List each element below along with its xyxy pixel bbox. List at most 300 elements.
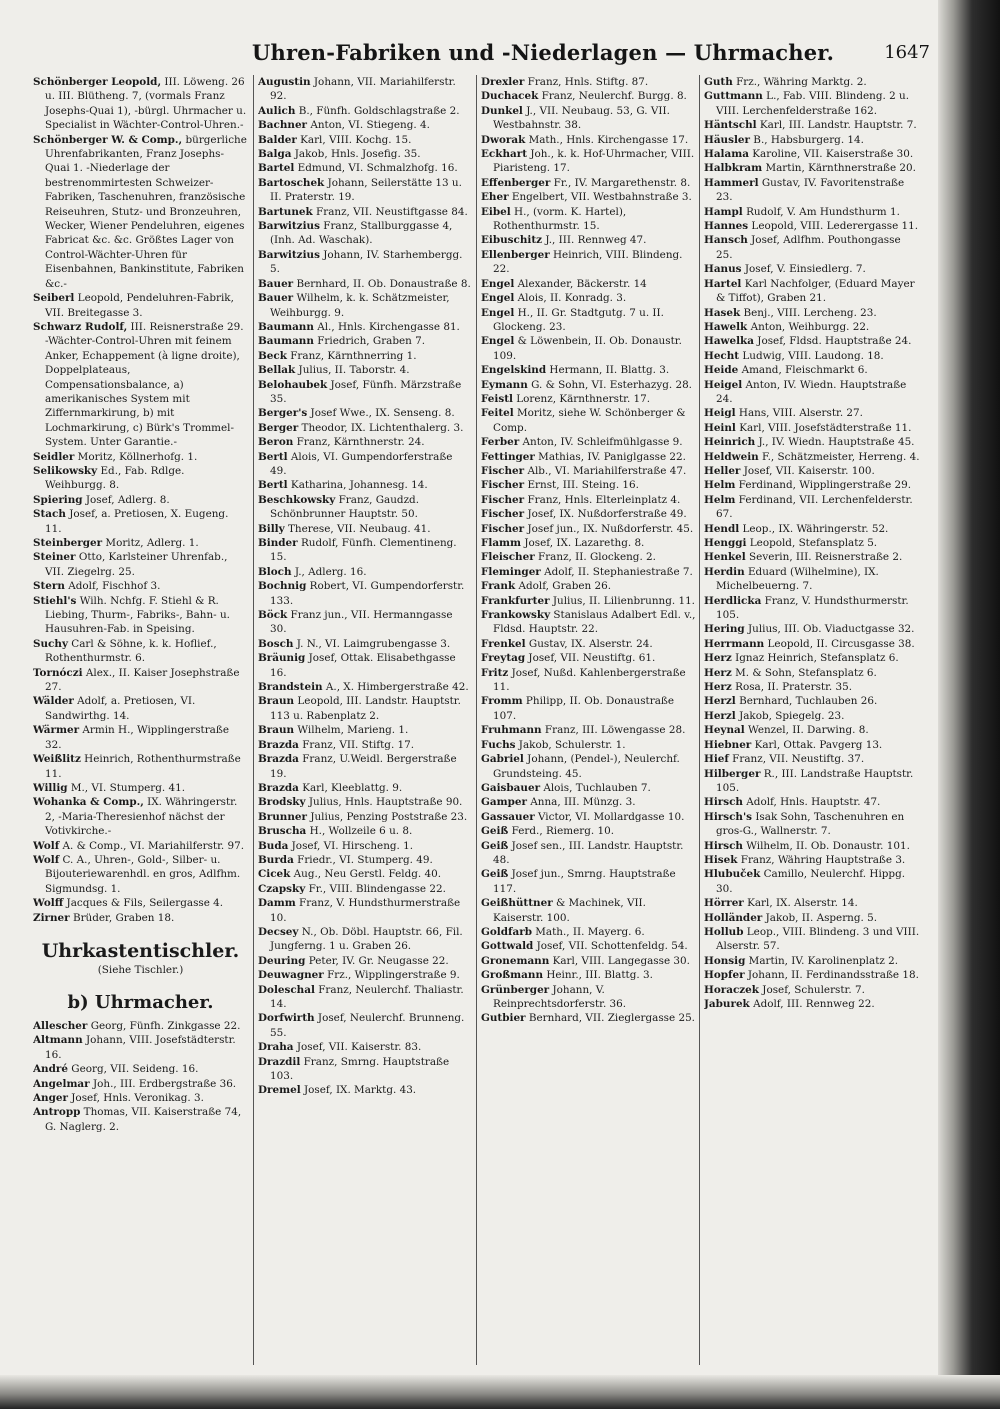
entry-details: Theodor, IX. Lichtenthalerg. 3. xyxy=(298,421,464,434)
entry-name: Zirner xyxy=(33,911,70,924)
entry-name: Burda xyxy=(258,853,294,866)
entry-name: Seidler xyxy=(33,450,75,463)
entry-name: Feitel xyxy=(481,407,514,420)
directory-entry xyxy=(481,810,696,824)
directory-entry xyxy=(258,320,472,334)
entry-name: Augustin xyxy=(258,76,311,88)
directory-entry xyxy=(704,406,920,420)
entry-details: Julius, Hnls. Hauptstraße 90. xyxy=(305,796,463,809)
entry-details: Alois, II. Konradg. 3. xyxy=(514,292,627,305)
entry-details: Robert, VI. Gumpendorferstr. 133. xyxy=(270,580,465,607)
directory-entry xyxy=(258,1055,472,1084)
entry-details: Ludwig, VIII. Laudong. 18. xyxy=(739,349,884,362)
entry-name: Gamper xyxy=(481,796,527,809)
directory-entry xyxy=(258,176,472,205)
directory-entry xyxy=(704,896,920,910)
entry-details: Josef, VII. Kaiserstr. 100. xyxy=(740,464,875,477)
directory-entry xyxy=(704,176,920,205)
directory-entry xyxy=(481,493,696,507)
entry-name: Schwarz Rudolf, xyxy=(33,320,128,333)
entry-details: Franz, VII. Neustiftg. 37. xyxy=(728,753,865,766)
entry-details: Fr., IV. Margarethenstr. 8. xyxy=(550,176,691,189)
entry-name: Stiehl's xyxy=(33,594,77,607)
entry-details: A. & Comp., VI. Mariahilferstr. 97. xyxy=(59,839,245,852)
entry-name: Horaczek xyxy=(704,983,759,996)
directory-entry xyxy=(258,378,472,407)
directory-entry xyxy=(481,435,696,449)
entry-details: Isak Sohn, Taschenuhren en gros-G., Wallnerstr. 7. xyxy=(716,810,905,838)
directory-entry xyxy=(33,493,248,507)
directory-entry xyxy=(704,983,920,997)
directory-entry xyxy=(481,522,696,536)
entry-details: B., Habsburgerg. 14. xyxy=(750,133,864,146)
entry-name: Hartel xyxy=(704,277,742,290)
entry-details: Josef, Adlerg. 8. xyxy=(82,493,170,506)
entry-details: Fr., VIII. Blindengasse 22. xyxy=(305,882,446,895)
entry-name: Heller xyxy=(704,464,741,477)
directory-entry xyxy=(704,738,920,752)
entry-details: Gustav, IV. Favoritenstraße 23. xyxy=(716,176,905,204)
entry-name: Fromm xyxy=(481,695,523,708)
entry-name: Billy xyxy=(258,522,285,535)
entry-details: Karl, IX. Alserstr. 14. xyxy=(743,897,858,910)
entry-name: Fischer xyxy=(481,508,525,521)
entry-details: Wenzel, II. Darwing. 8. xyxy=(744,724,869,737)
entry-details: III. Löweng. 26 u. III. Blütheng. 7, (vormals Franz Josephs-Quai 1), -bürgl. Uhrmacher u. Specialist in Wächter-Control-Uhren.- xyxy=(45,76,247,132)
entry-details: Leop., VIII. Blindeng. 3 und VIII. Alserstr. 57. xyxy=(716,925,920,953)
entry-name: Hansch xyxy=(704,234,748,247)
entry-name: Bräunig xyxy=(258,652,306,665)
entry-details: Anton, IV. Wiedn. Hauptstraße 24. xyxy=(716,378,907,405)
directory-entry xyxy=(704,133,920,147)
entry-details: Armin H., Wipplingerstraße 32. xyxy=(45,724,229,751)
entry-details: Josef, Fünfh. Märzstraße 35. xyxy=(270,378,462,405)
directory-entry xyxy=(704,450,920,464)
entry-details: Alois, Tuchlauben 7. xyxy=(540,781,651,794)
entry-name: Wälder xyxy=(33,695,74,708)
entry-details: Gustav, IX. Alserstr. 24. xyxy=(525,637,653,650)
directory-entry xyxy=(33,666,248,695)
directory-entry xyxy=(481,723,696,737)
entry-details: Mathias, IV. Paniglgasse 22. xyxy=(534,450,686,463)
entry-details: Anton, VI. Stiegeng. 4. xyxy=(307,119,430,132)
directory-entry xyxy=(258,536,472,565)
directory-entry xyxy=(704,968,920,982)
entry-details: Martin, Kärnthnerstraße 20. xyxy=(762,162,916,175)
directory-entry xyxy=(258,867,472,881)
directory-entry xyxy=(481,277,696,291)
directory-entry xyxy=(481,925,696,939)
entry-name: Beschkowsky xyxy=(258,493,336,506)
entry-name: Dworak xyxy=(481,133,526,146)
directory-entry xyxy=(258,450,472,479)
entry-name: Herz xyxy=(704,652,732,665)
entry-details: H., (vorm. K. Hartel), Rothenthurmstr. 15. xyxy=(493,205,627,233)
directory-entry xyxy=(33,550,248,579)
directory-entry xyxy=(258,75,472,104)
directory-entry xyxy=(481,565,696,579)
entry-details: Franz, III. Löwengasse 28. xyxy=(541,724,686,737)
entry-name: Eher xyxy=(481,191,509,204)
entry-details: Jacques & Fils, Seilergasse 4. xyxy=(63,897,224,910)
directory-entry xyxy=(33,579,248,593)
entry-details: Ferdinand, VII. Lerchenfelderstr. 67. xyxy=(716,493,913,521)
entry-details: N., Ob. Döbl. Hauptstr. 66, Fil. Jungferng. 1 u. Graben 26. xyxy=(270,925,463,953)
entry-details: Amand, Fleischmarkt 6. xyxy=(738,364,868,377)
entry-details: G. & Sohn, VI. Esterhazyg. 28. xyxy=(527,378,692,391)
entry-name: Hammerl xyxy=(704,176,759,189)
entry-name: Berger xyxy=(258,421,299,434)
entry-details: Jakob, Schulerstr. 1. xyxy=(515,738,626,751)
entry-details: J. N., VI. Laimgrubengasse 3. xyxy=(293,637,451,650)
entry-details: IX. Währingerstr. 2, -Maria-Theresienhof nächst der Votivkirche.- xyxy=(45,796,238,838)
directory-entry xyxy=(33,507,248,536)
directory-entry xyxy=(704,262,920,276)
entry-name: Fleischer xyxy=(481,551,535,564)
entry-details: Josef, VII. Schottenfeldg. 54. xyxy=(533,940,688,953)
entry-details: Johann, VII. Mariahilferstr. 92. xyxy=(270,76,456,103)
entry-name: Cicek xyxy=(258,868,291,881)
entry-name: Engel xyxy=(481,292,515,305)
directory-entry xyxy=(258,896,472,925)
entry-name: Geiß xyxy=(481,868,509,881)
entry-name: Effenberger xyxy=(481,176,551,189)
entry-name: Drazdil xyxy=(258,1055,301,1068)
entry-details: Josef, Adlfhm. Pouthongasse 25. xyxy=(716,234,901,261)
entry-name: Hollub xyxy=(704,925,744,938)
directory-entry xyxy=(33,536,248,550)
directory-entry xyxy=(258,738,472,752)
entry-name: Hilberger xyxy=(704,767,761,780)
entry-name: Engel xyxy=(481,277,515,290)
entry-name: Schönberger Leopold, xyxy=(33,76,162,88)
directory-entry xyxy=(481,694,696,723)
entry-details: Leopold, VIII. Lederergasse 11. xyxy=(748,220,919,233)
entry-details: Karl, III. Landstr. Hauptstr. 7. xyxy=(756,119,917,132)
scan-edge-shadow xyxy=(938,0,1000,1409)
entry-name: Bertl xyxy=(258,450,288,463)
entry-name: Steinberger xyxy=(33,537,103,549)
entry-details: Brüder, Graben 18. xyxy=(69,911,175,924)
entry-details: III. Reisnerstraße 29. -Wächter-Control-Uhren mit feinem Anker, Echappement (à ligne droite), Doppelplateaus, Compensationsbalance, a) amerikanisches System mit Ziffernmarkirung, b) mit Lochmarkirung, c) Bürk's Trommel-System. Unter Garantie.- xyxy=(45,320,244,449)
entry-details: Leop., IX. Währingerstr. 52. xyxy=(739,522,889,535)
entry-details: Josef jun., Smrng. Hauptstraße 117. xyxy=(493,868,676,895)
entry-details: Franz, VII. Stiftg. 17. xyxy=(298,738,415,751)
directory-entry xyxy=(33,853,248,896)
entry-details: Josef, VII. Neustiftg. 61. xyxy=(525,652,656,665)
entry-details: Ferd., Riemerg. 10. xyxy=(508,825,614,838)
entry-details: Heinrich, Rothenthurmstraße 11. xyxy=(45,753,241,780)
entry-details: Friedr., VI. Stumperg. 49. xyxy=(293,853,433,866)
entry-details: Heinr., III. Blattg. 3. xyxy=(543,969,653,982)
directory-entry xyxy=(33,1033,248,1062)
directory-entry xyxy=(704,680,920,694)
entry-details: Josef, VII. Kaiserstr. 83. xyxy=(293,1041,422,1054)
directory-entry xyxy=(704,147,920,161)
directory-entry xyxy=(258,853,472,867)
directory-entry xyxy=(481,205,696,234)
entry-details: Peter, IV. Gr. Neugasse 22. xyxy=(305,954,449,967)
entry-name: Beron xyxy=(258,436,294,449)
directory-entry xyxy=(481,608,696,637)
directory-entry xyxy=(33,291,248,320)
directory-entry xyxy=(33,911,248,925)
entry-name: Deuwagner xyxy=(258,969,324,982)
directory-entry xyxy=(481,824,696,838)
entry-name: Schönberger W. & Comp., xyxy=(33,133,183,146)
section-heading xyxy=(33,925,248,1015)
entry-details: Franz, Hnls. Stiftg. 87. xyxy=(524,76,649,88)
entry-name: Guttmann xyxy=(704,90,763,103)
entry-details: Leopold, III. Landstr. Hauptstr. 113 u. Rabenplatz 2. xyxy=(270,695,461,722)
entry-name: Hirsch xyxy=(704,796,743,809)
directory-entry xyxy=(704,666,920,680)
entry-name: Hampl xyxy=(704,205,743,218)
directory-entry xyxy=(704,349,920,363)
directory-entry xyxy=(704,89,920,118)
entry-details: Alois, VI. Gumpendorferstraße 49. xyxy=(270,450,453,477)
entry-name: Eibuschitz xyxy=(481,234,543,247)
entry-details: Adolf, Fischhof 3. xyxy=(64,580,161,593)
entry-details: Friedrich, Graben 7. xyxy=(313,335,426,348)
directory-entry xyxy=(33,450,248,464)
directory-entry xyxy=(258,349,472,363)
entry-name: Willig xyxy=(33,781,68,794)
entry-details: Adolf, a. Pretiosen, VI. Sandwirthg. 14. xyxy=(45,695,196,722)
entry-details: Jakob, Hnls. Josefig. 35. xyxy=(291,148,421,161)
entry-details: Josef, a. Pretiosen, X. Eugeng. 11. xyxy=(45,508,229,535)
entry-name: Damm xyxy=(258,897,296,910)
entry-name: Frank xyxy=(481,580,516,593)
entry-name: Allescher xyxy=(33,1019,88,1032)
directory-entry xyxy=(704,435,920,449)
directory-entry xyxy=(704,363,920,377)
entry-details: Julius, III. Ob. Viaductgasse 32. xyxy=(744,623,915,636)
entry-name: Gassauer xyxy=(481,810,535,823)
entry-details: Franz, V. Hundsthurmerstr. 105. xyxy=(716,594,909,622)
directory-entry xyxy=(258,522,472,536)
directory-entry xyxy=(258,161,472,175)
entry-details: Jakob, II. Asperng. 5. xyxy=(762,911,878,924)
entry-details: Otto, Karlsteiner Uhrenfab., VII. Ziegelrg. 25. xyxy=(45,551,228,578)
directory-entry xyxy=(704,839,920,853)
entry-details: Adolf, Hnls. Hauptstr. 47. xyxy=(742,796,881,809)
entry-name: Brazda xyxy=(258,738,299,751)
directory-entry xyxy=(481,752,696,781)
directory-entry xyxy=(258,810,472,824)
entry-details: Math., Hnls. Kirchengasse 17. xyxy=(525,133,689,146)
entry-name: Herz xyxy=(704,681,732,694)
entry-name: Hasek xyxy=(704,306,741,319)
entry-details: Josef, IX. Nußdorferstraße 49. xyxy=(524,508,687,521)
directory-entry xyxy=(704,233,920,262)
entry-name: Seiberl xyxy=(33,292,75,305)
entry-name: Eckhart xyxy=(481,148,528,161)
entry-details: Johann, V. Reinprechtsdorferstr. 36. xyxy=(493,983,627,1010)
directory-entry xyxy=(481,478,696,492)
entry-details: Karl, Ottak. Pavgerg 13. xyxy=(751,738,883,751)
entry-details: C. A., Uhren-, Gold-, Silber- u. Bijouteriewarenhdl. en gros, Adlfhm. Sigmundsg. 1. xyxy=(45,853,241,895)
entry-name: Dremel xyxy=(258,1084,301,1097)
directory-entry xyxy=(258,882,472,896)
entry-details: Adolf, Graben 26. xyxy=(515,580,612,593)
column-divider xyxy=(253,75,254,1365)
directory-entry xyxy=(704,694,920,708)
entry-details: Martin, IV. Karolinenplatz 2. xyxy=(745,954,899,967)
entry-details: Benj., VIII. Lercheng. 23. xyxy=(740,306,877,319)
entry-name: Brodsky xyxy=(258,796,306,809)
entry-name: Helm xyxy=(704,493,736,506)
entry-details: M., VI. Stumperg. 41. xyxy=(67,781,185,794)
directory-entry xyxy=(258,637,472,651)
entry-name: Wärmer xyxy=(33,724,80,737)
entry-details: Math., II. Mayerg. 6. xyxy=(531,925,645,938)
directory-entry xyxy=(704,651,920,665)
entry-name: Heinl xyxy=(704,421,736,434)
entry-details: Engelbert, VII. Westbahnstraße 3. xyxy=(508,191,692,204)
directory-entry xyxy=(481,896,696,925)
entry-name: Balga xyxy=(258,148,292,161)
section-note: (Siehe Tischler.) xyxy=(97,963,184,976)
directory-entry xyxy=(481,781,696,795)
entry-name: Aulich xyxy=(258,104,296,117)
entry-details: Aug., Neu Gerstl. Feldg. 40. xyxy=(290,868,442,881)
directory-entry xyxy=(258,968,472,982)
page-title: Uhren-Fabriken und -Niederlagen — Uhrmacher. xyxy=(252,40,835,65)
directory-entry xyxy=(258,493,472,522)
directory-entry xyxy=(704,637,920,651)
entry-details: Johann, II. Ferdinandsstraße 18. xyxy=(744,969,919,982)
entry-name: Hecht xyxy=(704,349,740,362)
directory-entry xyxy=(481,954,696,968)
entry-name: Heigel xyxy=(704,378,743,391)
entry-name: Dunkel xyxy=(481,104,523,117)
directory-entry xyxy=(258,781,472,795)
directory-entry xyxy=(258,205,472,219)
entry-details: Franz, Gaudzd. Schönbrunner Hauptstr. 50. xyxy=(270,493,420,521)
entry-details: Katharina, Johannesg. 14. xyxy=(287,479,428,492)
column-1 xyxy=(33,75,248,1380)
entry-details: Wilhelm, Marieng. 1. xyxy=(294,724,409,737)
entry-name: Tornóczi xyxy=(33,666,83,679)
entry-name: Doleschal xyxy=(258,983,315,996)
directory-entry xyxy=(704,306,920,320)
directory-entry xyxy=(258,839,472,853)
directory-entry xyxy=(704,75,920,89)
entry-name: Jaburek xyxy=(704,998,750,1010)
directory-entry xyxy=(33,1091,248,1105)
entry-name: Buda xyxy=(258,839,289,852)
entry-details: Hermann, II. Blattg. 3. xyxy=(546,364,670,377)
directory-entry xyxy=(33,752,248,781)
entry-name: Hanus xyxy=(704,263,742,276)
entry-details: J., Adlerg. 16. xyxy=(291,565,367,578)
entry-name: Herzl xyxy=(704,709,736,722)
entry-name: Bachner xyxy=(258,119,308,132)
directory-entry xyxy=(258,954,472,968)
directory-entry xyxy=(258,651,472,680)
directory-entry xyxy=(704,752,920,766)
entry-details: Karl, VIII. Kochg. 15. xyxy=(296,133,412,146)
entry-name: Ferber xyxy=(481,436,520,449)
entry-name: Fischer xyxy=(481,522,525,535)
entry-name: Barwitzius xyxy=(258,220,320,233)
entry-details: & Machinek, VII. Kaiserstr. 100. xyxy=(493,897,646,924)
directory-entry xyxy=(704,810,920,839)
entry-name: Geißhüttner xyxy=(481,897,553,910)
entry-details: Moritz, siehe W. Schönberger & Comp. xyxy=(493,407,686,434)
entry-details: Julius, Penzing Poststraße 23. xyxy=(307,810,468,823)
directory-entry xyxy=(704,867,920,896)
entry-details: Ferdinand, Wipplingerstraße 29. xyxy=(735,479,912,492)
entry-details: Moritz, Köllnerhofg. 1. xyxy=(74,450,198,463)
directory-entry xyxy=(704,522,920,536)
entry-name: Altmann xyxy=(33,1034,83,1047)
entry-name: Engelskind xyxy=(481,364,547,377)
directory-entry xyxy=(258,680,472,694)
entry-name: Hief xyxy=(704,753,729,766)
entry-details: Josef Wwe., IX. Senseng. 8. xyxy=(307,407,455,420)
entry-details: Leopold, Stefansplatz 5. xyxy=(746,537,878,549)
entry-name: Gutbier xyxy=(481,1012,526,1025)
directory-entry xyxy=(33,75,248,133)
entry-details: Franz, II. Glockeng. 2. xyxy=(534,551,656,564)
entry-details: Jakob, Spiegelg. 23. xyxy=(735,709,845,722)
directory-entry xyxy=(481,464,696,478)
entry-details: Al., Hnls. Kirchengasse 81. xyxy=(313,320,460,333)
directory-entry xyxy=(481,507,696,521)
directory-entry xyxy=(33,594,248,637)
section-title: Uhrkastentischler. xyxy=(41,939,240,962)
entry-details: Franz, Stallburggasse 4, (Inh. Ad. Waschak). xyxy=(270,220,453,247)
entry-name: Herdin xyxy=(704,565,745,578)
entry-name: Hirsch's xyxy=(704,810,753,823)
entry-name: Bosch xyxy=(258,637,294,650)
entry-details: Josef sen., III. Landstr. Hauptstr. 48. xyxy=(493,839,684,866)
entry-name: Barwitzius xyxy=(258,248,320,261)
entry-name: Bartoschek xyxy=(258,176,325,189)
entry-name: Drexler xyxy=(481,76,525,88)
entry-details: Karl, VIII. Langegasse 30. xyxy=(549,954,690,967)
entry-details: Victor, VI. Mollardgasse 10. xyxy=(534,810,685,823)
entry-details: Georg, Fünfh. Zinkgasse 22. xyxy=(87,1019,241,1032)
entry-name: Fuchs xyxy=(481,738,516,751)
directory-entry xyxy=(258,1040,472,1054)
entry-details: Rosa, II. Praterstr. 35. xyxy=(731,681,853,694)
entry-details: Wilh. Nchfg. F. Stiehl & R. Liebing, Thurm-, Fabriks-, Bahn- u. Hausuhren-Fab. in Speising. xyxy=(45,594,230,636)
directory-entry xyxy=(481,651,696,665)
entry-name: Stern xyxy=(33,580,65,593)
directory-entry xyxy=(258,248,472,277)
entry-name: Brunner xyxy=(258,810,308,823)
directory-entry xyxy=(481,291,696,305)
directory-entry xyxy=(481,637,696,651)
entry-name: Gabriel xyxy=(481,753,524,766)
directory-entry xyxy=(704,997,920,1011)
entry-name: Wolff xyxy=(33,897,64,910)
entry-details: Stanislaus Adalbert Edl. v., Fldsd. Hauptstr. 22. xyxy=(493,609,696,636)
directory-entry xyxy=(704,478,920,492)
entry-name: Fischer xyxy=(481,464,525,477)
directory-entry xyxy=(481,983,696,1012)
directory-entry xyxy=(704,723,920,737)
entry-name: Helm xyxy=(704,479,736,492)
entry-name: Braun xyxy=(258,695,295,708)
entry-details: Alex., II. Kaiser Josephstraße 27. xyxy=(45,666,240,694)
directory-entry xyxy=(481,147,696,176)
entry-name: Hirsch xyxy=(704,839,743,852)
directory-entry xyxy=(704,594,920,623)
